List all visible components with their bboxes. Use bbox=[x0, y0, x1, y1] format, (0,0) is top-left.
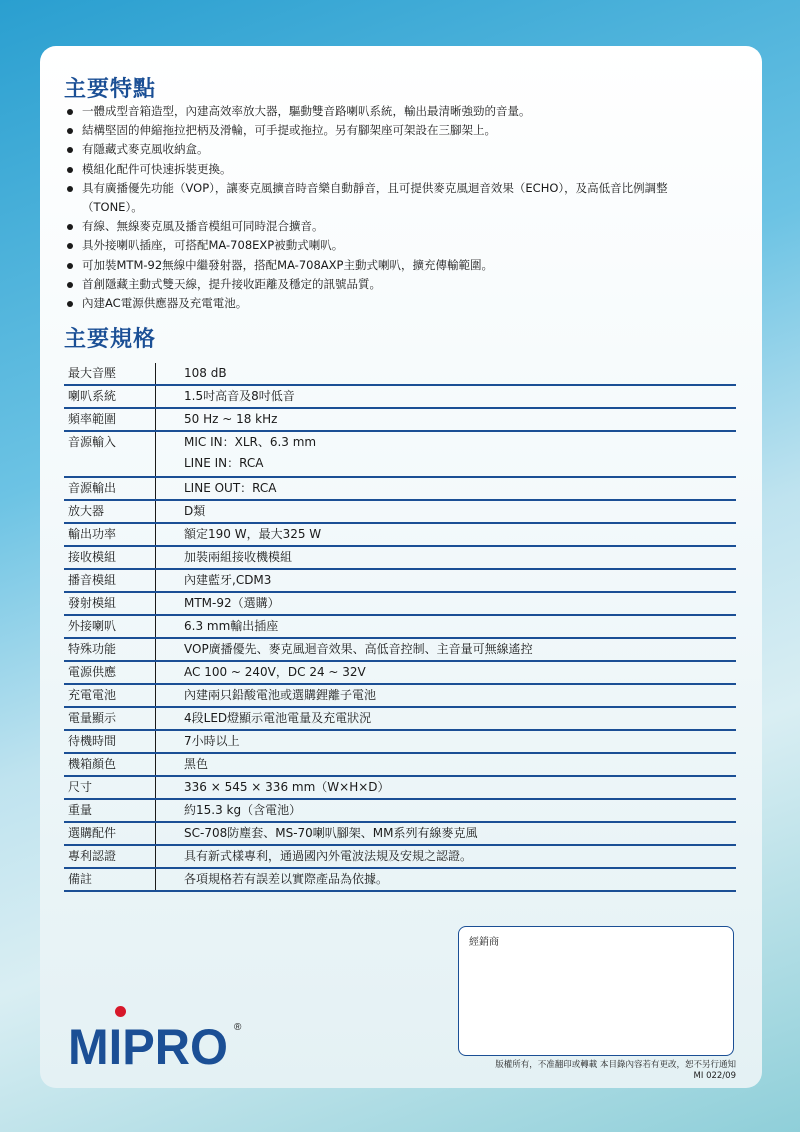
spec-value: 7小時以上 bbox=[156, 730, 737, 753]
spec-value: 6.3 mm輸出插座 bbox=[156, 615, 737, 638]
spec-key: 音源輸出 bbox=[64, 477, 156, 500]
copyright-notice bbox=[495, 1060, 736, 1082]
logo-registered: ® bbox=[234, 1022, 242, 1033]
catalog-code: MI 022/09 bbox=[693, 1071, 736, 1081]
spec-row bbox=[64, 753, 736, 776]
spec-value: 具有新式樣專利，通過國內外電波法規及安規之認證。 bbox=[156, 845, 737, 868]
spec-key: 待機時間 bbox=[64, 730, 156, 753]
feature-item: 結構堅固的伸縮拖拉把柄及滑輪，可手提或拖拉。另有腳架座可架設在三腳架上。 bbox=[64, 121, 724, 140]
spec-row bbox=[64, 822, 736, 845]
spec-value: 內建藍牙,CDM3 bbox=[156, 569, 737, 592]
spec-row bbox=[64, 776, 736, 799]
spec-value: 額定190 W，最大325 W bbox=[156, 523, 737, 546]
spec-value: 50 Hz ~ 18 kHz bbox=[156, 408, 737, 431]
spec-value: MTM-92（選購） bbox=[156, 592, 737, 615]
spec-row bbox=[64, 385, 736, 408]
spec-key: 發射模組 bbox=[64, 592, 156, 615]
spec-key: 備註 bbox=[64, 868, 156, 891]
copyright-text: 版權所有，不准翻印或轉載 本目錄內容若有更改，恕不另行通知 bbox=[495, 1060, 736, 1070]
spec-row bbox=[64, 500, 736, 523]
spec-value: D類 bbox=[156, 500, 737, 523]
spec-key: 音源輸入 bbox=[64, 431, 156, 477]
spec-value bbox=[156, 431, 737, 477]
spec-key: 外接喇叭 bbox=[64, 615, 156, 638]
spec-value: 加裝兩組接收機模組 bbox=[156, 546, 737, 569]
spec-key: 特殊功能 bbox=[64, 638, 156, 661]
spec-value: SC-708防塵套、MS-70喇叭腳架、MM系列有線麥克風 bbox=[156, 822, 737, 845]
mipro-logo bbox=[68, 1004, 248, 1074]
spec-value: 內建兩只鉛酸電池或選購鋰離子電池 bbox=[156, 684, 737, 707]
spec-value: 約15.3 kg（含電池） bbox=[156, 799, 737, 822]
spec-value: 108 dB bbox=[156, 363, 737, 385]
spec-value: 1.5吋高音及8吋低音 bbox=[156, 385, 737, 408]
spec-row bbox=[64, 615, 736, 638]
spec-value: LINE OUT：RCA bbox=[156, 477, 737, 500]
features-list bbox=[64, 102, 724, 313]
spec-row bbox=[64, 477, 736, 500]
spec-key: 放大器 bbox=[64, 500, 156, 523]
spec-row bbox=[64, 592, 736, 615]
spec-value-line: MIC IN：XLR、6.3 mm bbox=[184, 435, 317, 449]
spec-key: 機箱顏色 bbox=[64, 753, 156, 776]
spec-key: 電量顯示 bbox=[64, 707, 156, 730]
feature-item: 一體成型音箱造型，內建高效率放大器，驅動雙音路喇叭系統，輸出最清晰強勁的音量。 bbox=[64, 102, 724, 121]
spec-row bbox=[64, 523, 736, 546]
feature-item: 有線、無線麥克風及播音模組可同時混合擴音。 bbox=[64, 217, 724, 236]
spec-value: 4段LED燈顯示電池電量及充電狀況 bbox=[156, 707, 737, 730]
dealer-box bbox=[458, 926, 734, 1056]
content-panel bbox=[40, 46, 762, 1088]
spec-row bbox=[64, 408, 736, 431]
spec-row bbox=[64, 684, 736, 707]
spec-key: 頻率範圍 bbox=[64, 408, 156, 431]
specs-title: 主要規格 bbox=[64, 327, 157, 352]
spec-key: 喇叭系統 bbox=[64, 385, 156, 408]
spec-row bbox=[64, 546, 736, 569]
spec-key: 最大音壓 bbox=[64, 363, 156, 385]
spec-row bbox=[64, 868, 736, 891]
spec-value: VOP廣播優先、麥克風迴音效果、高低音控制、主音量可無線遙控 bbox=[156, 638, 737, 661]
spec-row bbox=[64, 707, 736, 730]
feature-item: 具外接喇叭插座，可搭配MA-708EXP被動式喇叭。 bbox=[64, 236, 724, 255]
logo-wordmark: MIPRO bbox=[68, 1019, 228, 1074]
spec-key: 選購配件 bbox=[64, 822, 156, 845]
spec-row bbox=[64, 799, 736, 822]
spec-key: 重量 bbox=[64, 799, 156, 822]
logo-dot bbox=[115, 1006, 126, 1017]
feature-item: 內建AC電源供應器及充電電池。 bbox=[64, 294, 724, 313]
specs-table bbox=[64, 363, 736, 892]
spec-row bbox=[64, 638, 736, 661]
feature-item: 有隱藏式麥克風收納盒。 bbox=[64, 140, 724, 159]
feature-item: 模組化配件可快速拆裝更換。 bbox=[64, 160, 724, 179]
dealer-label: 經銷商 bbox=[469, 937, 499, 948]
feature-item: 可加裝MTM-92無線中繼發射器，搭配MA-708AXP主動式喇叭，擴充傳輸範圍。 bbox=[64, 256, 724, 275]
spec-row bbox=[64, 661, 736, 684]
spec-row bbox=[64, 569, 736, 592]
spec-key: 接收模組 bbox=[64, 546, 156, 569]
spec-value: 各項規格若有誤差以實際產品為依據。 bbox=[156, 868, 737, 891]
spec-key: 充電電池 bbox=[64, 684, 156, 707]
spec-value: 黑色 bbox=[156, 753, 737, 776]
spec-key: 尺寸 bbox=[64, 776, 156, 799]
spec-key: 電源供應 bbox=[64, 661, 156, 684]
feature-item: 具有廣播優先功能（VOP），讓麥克風擴音時音樂自動靜音，且可提供麥克風迴音效果（ECHO），及高低音比例調整（TONE）。 bbox=[64, 179, 724, 217]
spec-row bbox=[64, 730, 736, 753]
spec-key: 專利認證 bbox=[64, 845, 156, 868]
spec-value: 336 × 545 × 336 mm（W×H×D） bbox=[156, 776, 737, 799]
spec-value: AC 100 ~ 240V，DC 24 ~ 32V bbox=[156, 661, 737, 684]
feature-item: 首創隱藏主動式雙天線，提升接收距離及穩定的訊號品質。 bbox=[64, 275, 724, 294]
features-title: 主要特點 bbox=[64, 77, 157, 102]
spec-key: 輸出功率 bbox=[64, 523, 156, 546]
spec-key: 播音模組 bbox=[64, 569, 156, 592]
spec-row bbox=[64, 845, 736, 868]
spec-value-line: LINE IN：RCA bbox=[184, 456, 264, 470]
spec-row bbox=[64, 363, 736, 385]
spec-row bbox=[64, 431, 736, 477]
